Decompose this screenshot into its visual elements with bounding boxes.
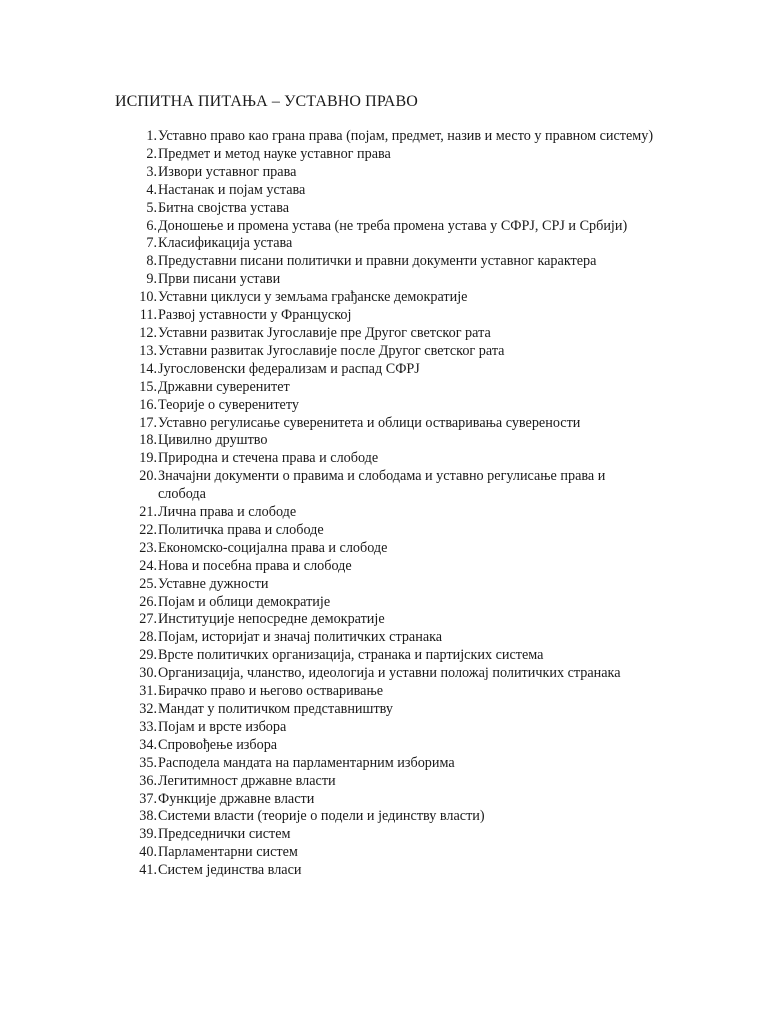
question-number: 3.: [146, 163, 157, 180]
question-text: Уставно регулисање суверенитета и облици остваривања суверености: [158, 414, 581, 431]
question-item: [115, 128, 655, 146]
question-text: Системи власти (теорије о подели и јединству власти): [158, 808, 485, 825]
question-number: 7.: [146, 235, 157, 252]
question-number: 9.: [146, 271, 157, 288]
question-item: [115, 450, 655, 468]
question-number: 36.: [139, 772, 157, 789]
question-item: [115, 235, 655, 253]
question-number: 4.: [146, 181, 157, 198]
question-list: [115, 128, 655, 880]
question-number: 6.: [146, 217, 157, 234]
question-number: 15.: [139, 378, 157, 395]
question-text: Битна својства устава: [158, 199, 290, 216]
question-text: Систем јединства власи: [158, 862, 302, 879]
question-item: [115, 200, 655, 218]
question-item: [115, 737, 655, 755]
question-text: Уставни развитак Југославије пре Другог светског рата: [158, 324, 491, 341]
question-text: Уставни циклуси у земљама грађанске демократије: [158, 289, 468, 306]
question-number: 24.: [139, 557, 157, 574]
question-item: [115, 146, 655, 164]
question-item: [115, 522, 655, 540]
question-text: Појам и врсте избора: [158, 718, 287, 735]
question-text: Бирачко право и његово остваривање: [158, 683, 384, 700]
question-text: Организација, чланство, идеологија и уставни положај политичких странака: [158, 665, 621, 682]
question-number: 19.: [139, 450, 157, 467]
question-text: Уставне дужности: [158, 575, 269, 592]
question-text: Уставни развитак Југославије после Другог светског рата: [158, 342, 505, 359]
question-text: Доношење и промена устава (не треба промена устава у СФРЈ, СРЈ и Србији): [158, 217, 628, 234]
question-number: 35.: [139, 754, 157, 771]
question-number: 18.: [139, 432, 157, 449]
question-number: 39.: [139, 826, 157, 843]
question-number: 20.: [139, 468, 157, 485]
question-number: 26.: [139, 593, 157, 610]
question-item: [115, 611, 655, 629]
question-item: [115, 325, 655, 343]
question-item: [115, 844, 655, 862]
question-text: Извори уставног права: [158, 163, 297, 180]
question-item: [115, 540, 655, 558]
question-number: 28.: [139, 629, 157, 646]
question-item: [115, 683, 655, 701]
question-number: 16.: [139, 396, 157, 413]
question-text: Спровођење избора: [158, 736, 278, 753]
question-number: 23.: [139, 539, 157, 556]
question-text: Врсте политичких организација, странака и партијских система: [158, 647, 544, 664]
question-item: [115, 307, 655, 325]
question-number: 40.: [139, 844, 157, 861]
question-text: Развој уставности у Француској: [158, 307, 352, 324]
question-item: [115, 791, 655, 809]
question-text: Први писани устави: [158, 271, 281, 288]
question-item: [115, 701, 655, 719]
question-number: 14.: [139, 360, 157, 377]
question-text: Уставно право као грана права (појам, предмет, назив и место у правном систему): [158, 128, 654, 144]
question-number: 11.: [139, 307, 157, 324]
question-number: 32.: [139, 701, 157, 717]
question-text: Политичка права и слободе: [158, 521, 324, 538]
question-text: Институције непосредне демократије: [158, 611, 385, 628]
question-text: Значајни документи о правима и слободама и уставно регулисање права и слобода: [158, 468, 606, 503]
question-item: [115, 665, 655, 683]
question-text: Легитимност државне власти: [158, 772, 336, 789]
question-item: [115, 397, 655, 415]
question-item: [115, 647, 655, 665]
question-number: 33.: [139, 718, 157, 735]
question-number: 21.: [139, 504, 157, 521]
question-number: 10.: [139, 289, 157, 306]
question-item: [115, 253, 655, 271]
question-number: 34.: [139, 736, 157, 753]
question-item: [115, 755, 655, 773]
question-text: Економско-социјална права и слободе: [158, 539, 388, 556]
question-item: [115, 343, 655, 361]
question-item: [115, 379, 655, 397]
question-text: Мандат у политичком представништву: [158, 701, 393, 717]
question-number: 27.: [139, 611, 157, 628]
question-item: [115, 289, 655, 307]
question-text: Појам, историјат и значај политичких странака: [158, 629, 443, 646]
question-number: 31.: [139, 683, 157, 700]
question-text: Нова и посебна права и слободе: [158, 557, 352, 574]
question-number: 5.: [146, 199, 157, 216]
question-text: Цивилно друштво: [158, 432, 268, 449]
question-text: Теорије о суверенитету: [158, 396, 299, 413]
question-text: Класификација устава: [158, 235, 293, 252]
question-number: 41.: [139, 862, 157, 879]
question-number: 8.: [146, 253, 157, 270]
question-item: [115, 576, 655, 594]
question-number: 38.: [139, 808, 157, 825]
question-text: Државни суверенитет: [158, 378, 290, 395]
question-number: 17.: [139, 414, 157, 431]
question-item: [115, 594, 655, 612]
question-item: [115, 415, 655, 433]
question-item: [115, 468, 655, 504]
question-number: 12.: [139, 324, 157, 341]
question-item: [115, 271, 655, 289]
question-item: [115, 182, 655, 200]
question-number: 29.: [139, 647, 157, 664]
question-text: Председнички систем: [158, 826, 291, 843]
question-number: 1.: [146, 128, 157, 144]
question-item: [115, 164, 655, 182]
question-item: [115, 629, 655, 647]
question-text: Предуставни писани политички и правни документи уставног карактера: [158, 253, 597, 270]
question-number: 22.: [139, 521, 157, 538]
question-text: Југословенски федерализам и распад СФРЈ: [158, 360, 420, 377]
document-title: ИСПИТНА ПИТАЊА – УСТАВНО ПРАВО: [115, 93, 418, 110]
question-number: 2.: [146, 145, 157, 162]
question-item: [115, 504, 655, 522]
question-item: [115, 432, 655, 450]
question-text: Функције државне власти: [158, 790, 315, 807]
question-number: 37.: [139, 790, 157, 807]
question-text: Расподела мандата на парламентарним изборима: [158, 754, 455, 771]
question-item: [115, 808, 655, 826]
question-item: [115, 773, 655, 791]
question-number: 30.: [139, 665, 157, 682]
question-item: [115, 826, 655, 844]
question-text: Природна и стечена права и слободе: [158, 450, 379, 467]
question-text: Парламентарни систем: [158, 844, 298, 861]
question-item: [115, 361, 655, 379]
question-item: [115, 719, 655, 737]
question-text: Предмет и метод науке уставног права: [158, 145, 391, 162]
question-text: Појам и облици демократије: [158, 593, 331, 610]
question-number: 13.: [139, 342, 157, 359]
question-item: [115, 558, 655, 576]
question-text: Настанак и појам устава: [158, 181, 306, 198]
question-item: [115, 218, 655, 236]
question-item: [115, 862, 655, 880]
question-number: 25.: [139, 575, 157, 592]
question-text: Лична права и слободе: [158, 504, 297, 521]
